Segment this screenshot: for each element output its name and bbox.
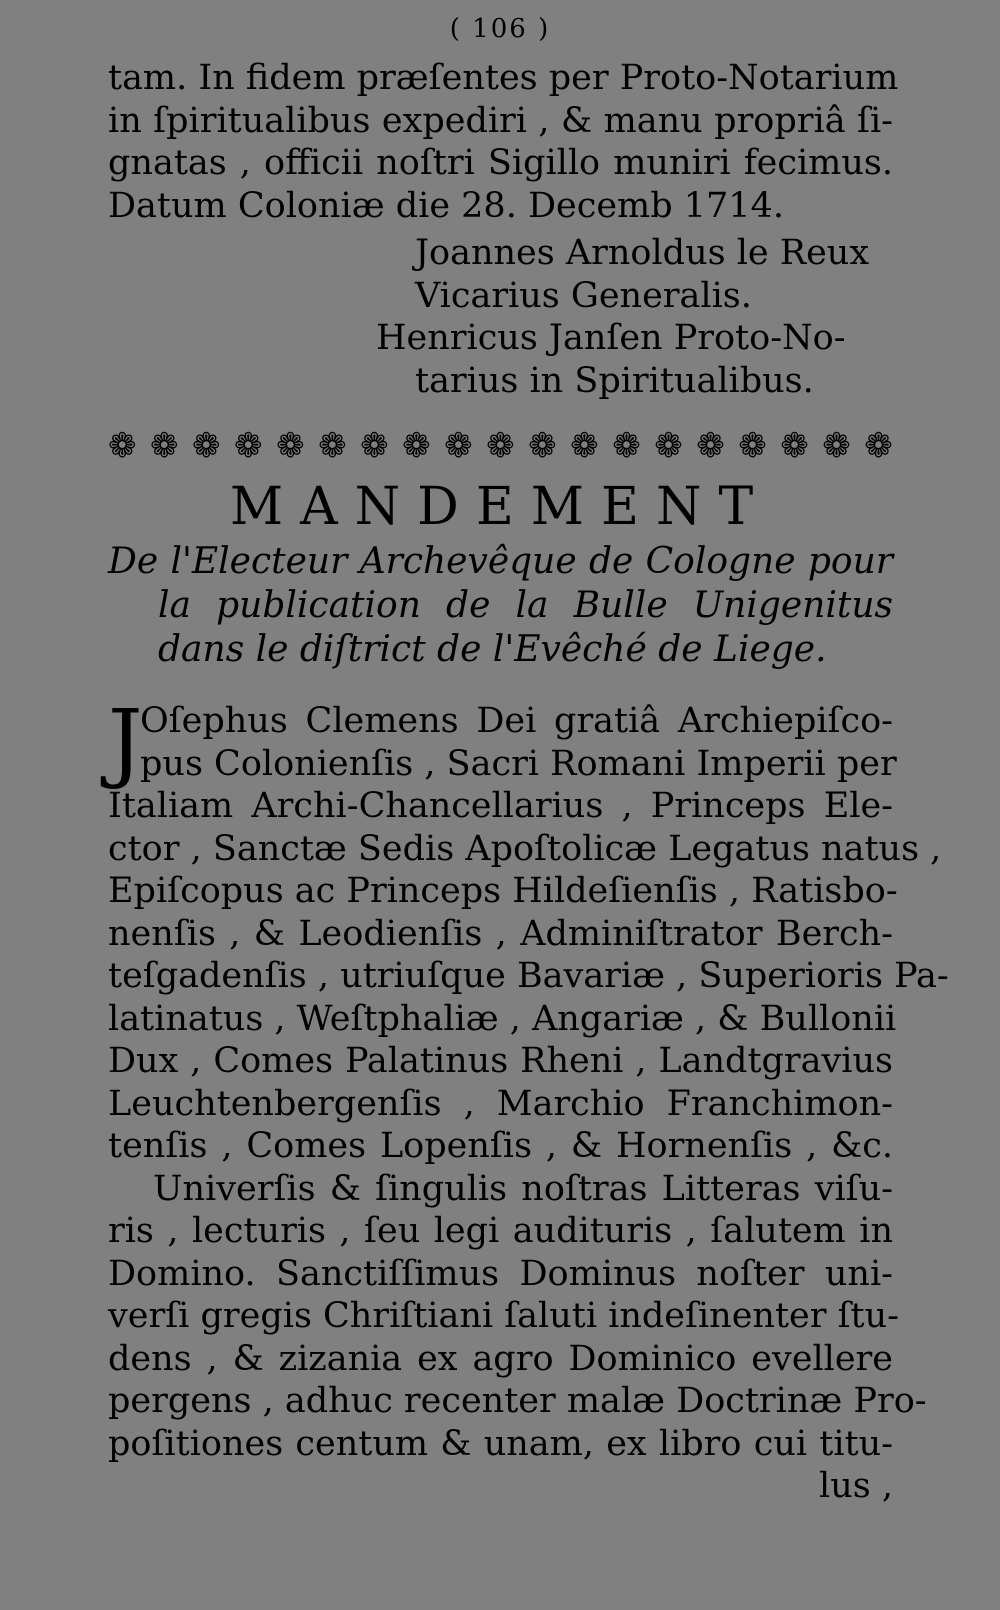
text-line: tam. In fidem præſentes per Proto-Notarium — [108, 58, 899, 98]
text-line: latinatus , Weſtphaliæ , Angariæ , & Bullonii — [108, 998, 897, 1039]
subtitle-line: dans le diſtrict de l'Evêché de Liege. — [158, 629, 827, 670]
text-line: in ſpiritualibus expediri , & manu propriâ ſi- — [108, 100, 893, 141]
text-line: Epiſcopus ac Princeps Hildeſienſis , Ratisbo- — [108, 871, 898, 911]
flower-ornament-icon: ❁ — [234, 426, 263, 466]
subtitle-line: De l'Electeur Archevêque de Cologne pour — [108, 541, 893, 582]
text-line: dens , & zizania ex agro Dominico evellere — [108, 1338, 893, 1379]
flower-ornament-icon: ❁ — [612, 426, 641, 466]
text-line: pus Colonienſis , Sacri Romani Imperii per — [140, 743, 897, 784]
text-line: Datum Coloniæ die 28. Decemb 1714. — [108, 185, 784, 226]
signature-line: Joannes Arnoldus le Reux — [415, 233, 870, 273]
signature-line: Henricus Janſen Proto-No- — [376, 318, 846, 358]
page-number: ( 106 ) — [449, 14, 551, 44]
flower-ornament-icon: ❁ — [738, 426, 767, 466]
text-line: teſgadenſis , utriuſque Bavariæ , Superioris Pa- — [108, 956, 949, 996]
flower-ornament-icon: ❁ — [696, 426, 725, 466]
text-line: Italiam Archi-Chancellarius , Princeps Ele- — [108, 786, 893, 826]
subtitle-line: la publication de la Bulle Unigenitus — [158, 585, 893, 626]
signature-line: Vicarius Generalis. — [415, 275, 752, 316]
section-heading: MANDEMENT — [229, 477, 771, 537]
flower-ornament-icon: ❁ — [318, 426, 347, 466]
flower-ornament-icon: ❁ — [150, 426, 179, 466]
text-line: Univerſis & ſingulis noſtras Litteras viſu- — [153, 1168, 893, 1209]
text-line: ris , lecturis , ſeu legi audituris , ſalutem in — [108, 1211, 893, 1251]
text-line: tenſis , Comes Lopenſis , & Hornenſis , &c. — [108, 1126, 893, 1166]
text-line: gnatas , officii noſtri Sigillo muniri fecimus. — [108, 143, 893, 183]
text-line: pergens , adhuc recenter malæ Doctrinæ Pro- — [108, 1381, 927, 1421]
flower-ornament-icon: ❁ — [444, 426, 473, 466]
flower-ornament-icon: ❁ — [822, 426, 851, 466]
text-line: lus , — [819, 1466, 893, 1506]
flower-ornament-icon: ❁ — [528, 426, 557, 466]
flower-ornament-icon: ❁ — [360, 426, 389, 466]
text-line: ctor , Sanctæ Sedis Apoſtolicæ Legatus natus , — [108, 828, 942, 869]
text-line: Dux , Comes Palatinus Rheni , Landtgravius — [108, 1041, 893, 1081]
flower-ornament-icon: ❁ — [108, 426, 137, 466]
flower-ornament-icon: ❁ — [570, 426, 599, 466]
flower-ornament-icon: ❁ — [654, 426, 683, 466]
flower-ornament-icon: ❁ — [276, 426, 305, 466]
ornament-divider — [108, 425, 893, 467]
drop-cap-letter: J — [108, 692, 143, 792]
text-line: Leuchtenbergenſis , Marchio Franchimon- — [108, 1083, 893, 1124]
text-line: verſi gregis Chriſtiani ſaluti indeſinenter ſtu- — [108, 1296, 899, 1336]
opening-paragraph — [108, 57, 899, 227]
flower-ornament-icon: ❁ — [486, 426, 515, 466]
signature-block — [360, 232, 890, 402]
flower-ornament-icon: ❁ — [864, 426, 893, 466]
body-paragraph — [108, 692, 949, 1508]
text-line: nenſis , & Leodienſis , Adminiſtrator Berch- — [108, 913, 893, 954]
signature-line: tarius in Spiritualibus. — [415, 360, 814, 401]
flower-ornament-icon: ❁ — [402, 426, 431, 466]
text-line: poſitiones centum & unam, ex libro cui titu- — [108, 1423, 893, 1464]
section-subtitle — [108, 540, 893, 672]
flower-ornament-icon: ❁ — [192, 426, 221, 466]
text-line: Domino. Sanctiſſimus Dominus noſter uni- — [108, 1253, 893, 1294]
flower-ornament-icon: ❁ — [780, 426, 809, 466]
dropcap-wrapper — [108, 692, 897, 792]
text-line: Oſephus Clemens Dei gratiâ Archiepiſco- — [140, 701, 893, 741]
